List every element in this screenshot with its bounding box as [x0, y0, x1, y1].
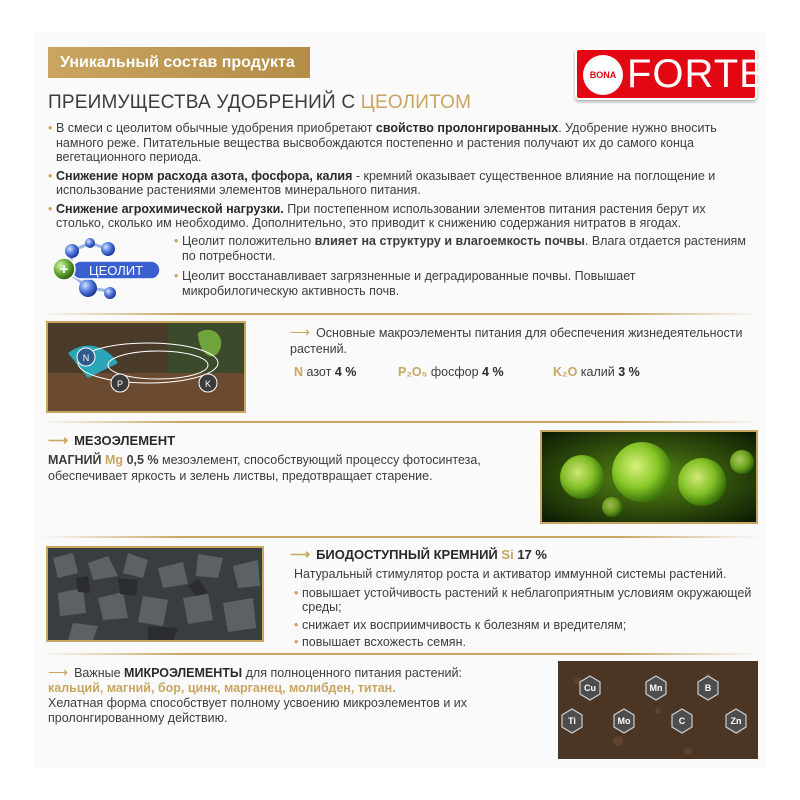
bona-forte-logo — [575, 48, 767, 104]
meso-text: МАГНИЙ Mg 0,5 % мезоэлемент, способствующий процессу фотосинтеза, обеспечивает яркость и зелень листвы, предотвращает старение. — [48, 453, 481, 483]
element-zn: Zn — [730, 716, 742, 726]
soil-npk-photo — [46, 321, 246, 413]
silicon-text: Натуральный стимулятор роста и активатор иммунной системы растений. • повышает устойчивость растений к неблагоприятным условиям окружающей среды; • снижает их восприимчивость к болезням и вредителям; • повышает всхожесть семян. — [294, 567, 754, 653]
zeolite-benefits — [174, 234, 754, 304]
arrow-icon: ⟶ — [290, 324, 311, 340]
silicon-benefit: • снижает их восприимчивость к болезням и вредителям; — [294, 618, 754, 633]
arrow-icon: ⟶ — [48, 432, 69, 448]
divider — [40, 536, 760, 538]
benefit-item: • В смеси с цеолитом обычные удобрения приобретают свойство пролонгированных. Удобрение нужно вносить намного реже. Питательные вещества высвобождаются постепенно и растения получают их до самого конца вегетационного периода. — [48, 121, 748, 165]
divider — [40, 313, 760, 315]
benefit-item: • Снижение норм расхода азота, фосфора, калия - кремний оказывает существенное влияние на поглощение и использование растениями элементов минерального питания. — [48, 169, 748, 198]
photo-label-p: P — [116, 379, 124, 389]
element-cu: Cu — [584, 683, 596, 693]
benefit-item: • Снижение агрохимической нагрузки. При постепенном использовании элементов питания растения берут их столько, сколько им необходимо. Дополнительно, это приводит к снижению содержания нитратов в ягодах. — [48, 202, 748, 231]
macro-n: N азот 4 % — [294, 365, 357, 379]
zeolite-item: • Цеолит восстанавливает загрязненные и деградированные почвы. Повышает микробилогическую активность почв. — [174, 269, 754, 298]
meso-title: ⟶ МЕЗОЭЛЕМЕНТ — [48, 432, 176, 448]
element-b: B — [704, 683, 712, 693]
arrow-icon: ⟶ — [48, 664, 69, 680]
micro-text: ⟶ Важные МИКРОЭЛЕМЕНТЫ для полноценного питания растений: кальций, магний, бор, цинк, марганец, молибден, титан. Хелатная форма способствует полному усвоению микроэлементов и их пролонгированному действию. — [48, 664, 468, 725]
logo-forte: FORTE — [627, 52, 767, 96]
macro-intro: ⟶ Основные макроэлементы питания для обеспечения жизнедеятельности растений. — [290, 324, 743, 356]
zeolite-label: ЦЕОЛИТ — [88, 263, 144, 278]
silicon-benefit: • повышает устойчивость растений к неблагоприятным условиям окружающей среды; — [294, 586, 754, 615]
element-c: C — [678, 716, 686, 726]
divider — [40, 653, 760, 655]
svg-text:+: + — [59, 261, 69, 278]
macro-k: K₂O калий 3 % — [553, 365, 640, 379]
benefits-list — [48, 121, 748, 235]
silicon-photo — [46, 546, 264, 642]
macro-p: P₂O₅ фосфор 4 % — [398, 365, 504, 379]
element-ti: Ti — [568, 716, 576, 726]
divider — [40, 421, 760, 423]
photo-label-k: K — [204, 379, 212, 389]
chlorophyll-photo — [540, 430, 758, 524]
photo-label-n: N — [82, 353, 90, 363]
section-badge: Уникальный состав продукта — [48, 47, 310, 78]
zeolite-item: • Цеолит положительно влияет на структуру и влагоемкость почвы. Влага отдается растениям по потребности. — [174, 234, 754, 263]
element-mn: Mn — [649, 683, 663, 693]
zeolite-molecule-icon — [50, 233, 168, 303]
element-mo: Mo — [617, 716, 631, 726]
arrow-icon: ⟶ — [290, 546, 311, 562]
silicon-benefit: • повышает всхожесть семян. — [294, 635, 754, 650]
logo-bona: BONA — [583, 55, 623, 95]
silicon-title: ⟶ БИОДОСТУПНЫЙ КРЕМНИЙ Si 17 % — [290, 546, 547, 562]
page-title: ПРЕИМУЩЕСТВА УДОБРЕНИЙ С ЦЕОЛИТОМ — [48, 92, 472, 113]
micro-elements-photo — [558, 661, 758, 759]
